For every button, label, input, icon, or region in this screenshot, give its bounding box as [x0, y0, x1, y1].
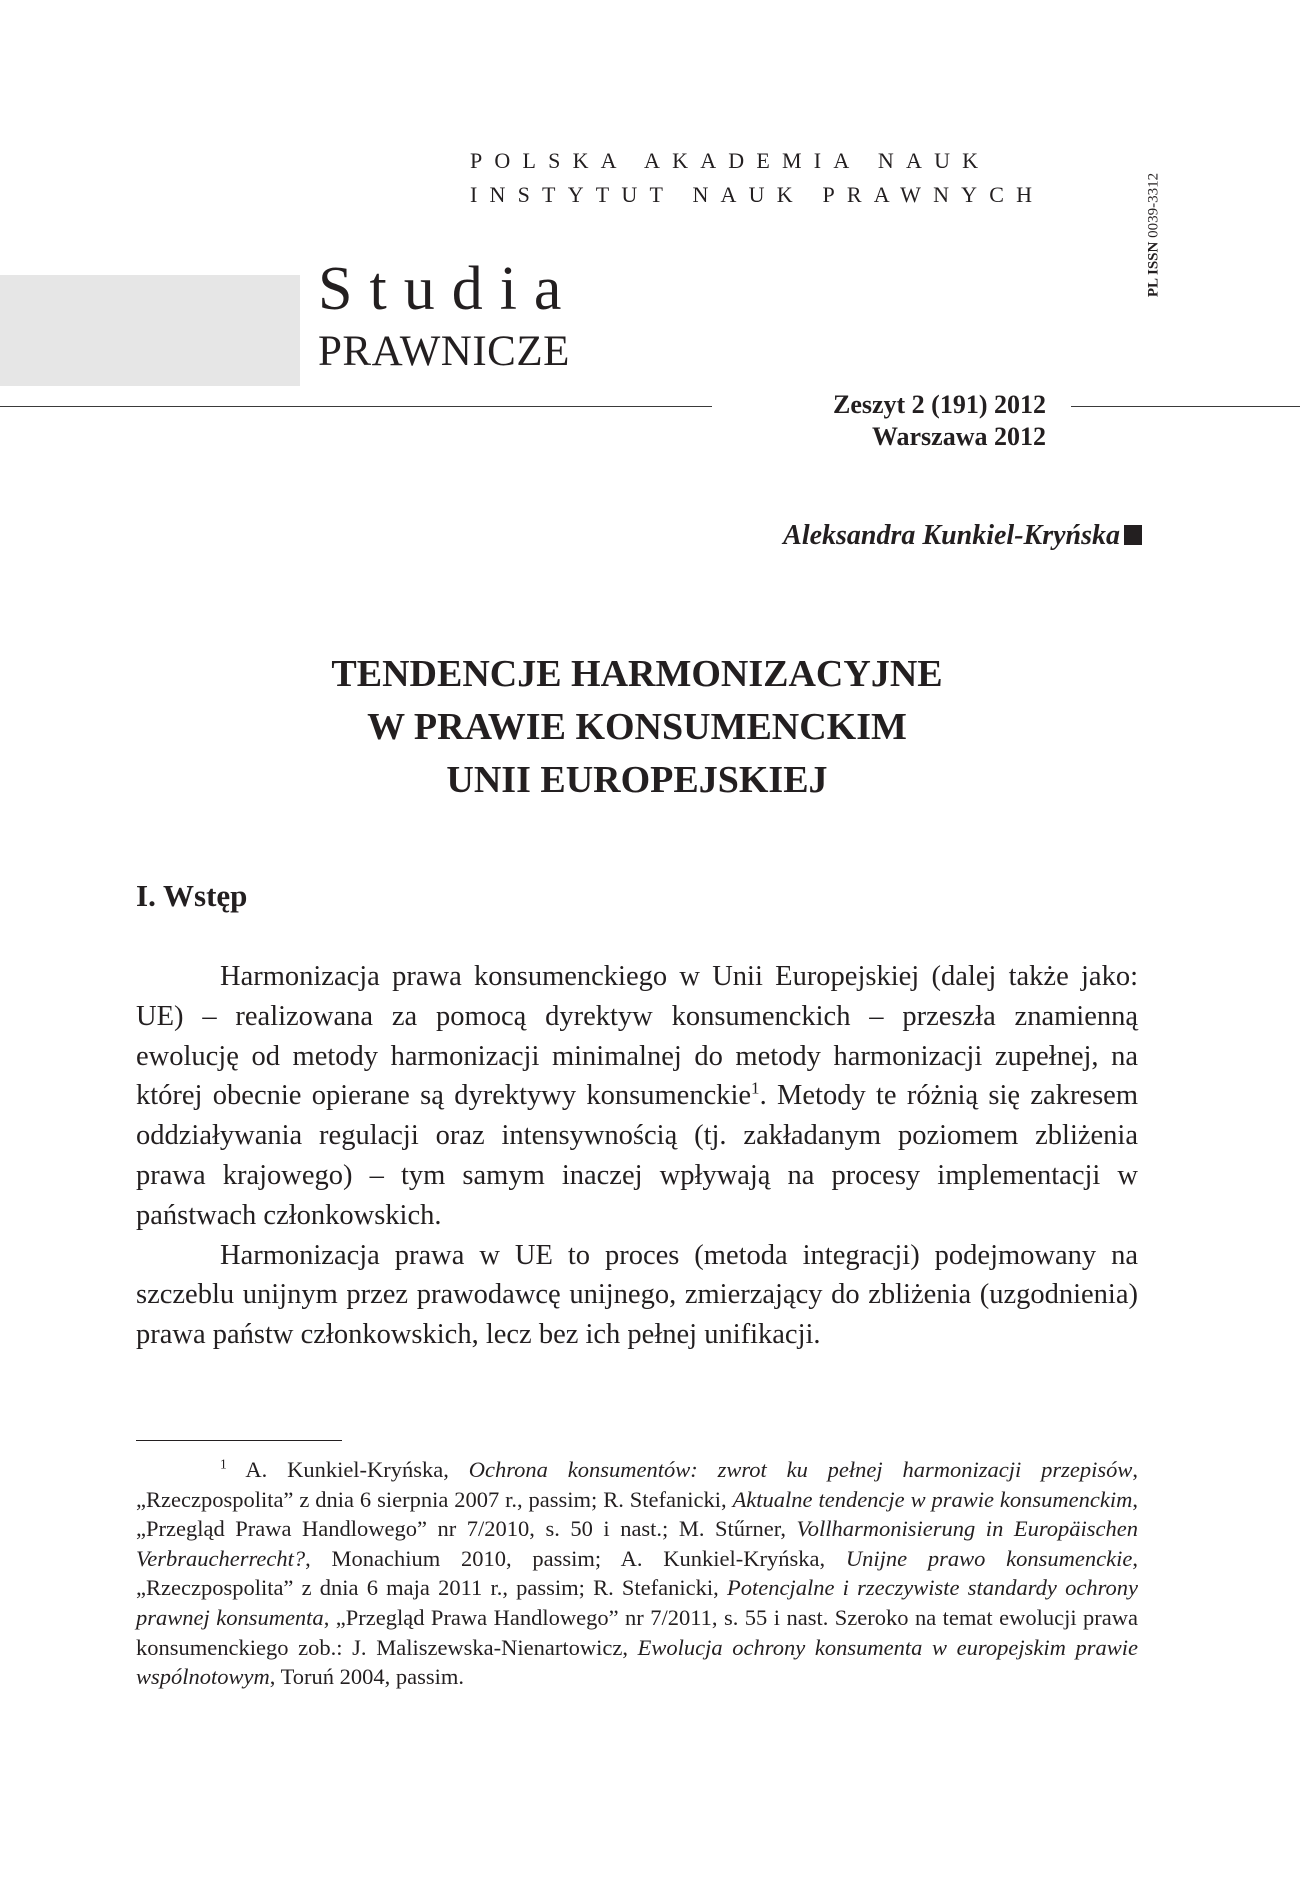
- footnote-text: [136, 1457, 1138, 1689]
- article-title: [136, 648, 1138, 807]
- citation-text: , Monachium 2010, passim; A. Kunkiel-Kryńska,: [305, 1545, 846, 1571]
- author-name: Aleksandra Kunkiel-Kryńska: [783, 522, 1142, 550]
- citation-text: , „Rzeczpospolita” z dnia 6 sierpnia 2007 r., passim; R. Stefanicki,: [136, 1457, 1138, 1512]
- cited-title: Vollharmonisierung in Europäischen Verbraucherrecht?: [136, 1516, 1138, 1571]
- article-body: [136, 957, 1138, 1355]
- institute-name: INSTYTUT NAUK PRAWNYCH: [470, 182, 1045, 207]
- footnote-divider: [136, 1440, 342, 1441]
- footnote: [136, 1455, 1138, 1692]
- cited-title: Potencjalne i rzeczywiste standardy ochrony prawnej konsumenta: [136, 1575, 1138, 1630]
- title-line: W PRAWIE KONSUMENCKIM: [367, 706, 907, 748]
- square-bullet-icon: [1124, 525, 1142, 545]
- footnote-number: 1: [220, 1456, 227, 1472]
- cited-title: Ochrona konsumentów: zwrot ku pełnej harmonizacji przepisów: [468, 1457, 1133, 1482]
- paragraph: Harmonizacja prawa konsumenckiego w Unii Europejskiej (dalej także jako: UE) – realizowana za pomocą dyrektyw konsumenckich – przeszła znamienną ewolucję od metody harmonizacji minimalnej do metody harmonizacji zupełnej, na której obecnie opierane są dyrektywy konsumenckie$^1$. Metody te różnią się zakresem oddziaływania regulacji oraz intensywnością (tj. zakładanym poziomem zbliżenia prawa krajowego) – tym samym inaczej wpływają na procesy implementacji w państwach członkowskich.: [136, 961, 1138, 1231]
- section-heading: I. Wstęp: [136, 878, 248, 913]
- place-year: Warszawa 2012: [871, 422, 1046, 451]
- header-divider-right: [1071, 406, 1300, 407]
- issn-number: 0039-3312: [1145, 172, 1162, 238]
- header-divider-left: [0, 406, 712, 407]
- footnotes: [136, 1455, 1138, 1692]
- issn-prefix: PL ISSN: [1145, 241, 1162, 298]
- citation-text: A. Kunkiel-Kryńska,: [226, 1457, 469, 1482]
- journal-logo-block: [0, 275, 300, 386]
- title-line: TENDENCJE HARMONIZACYJNE: [331, 653, 943, 695]
- cited-title: Ewolucja ochrony konsumenta w europejskim prawie wspólnotowym: [136, 1634, 1138, 1690]
- institution-name: POLSKA AKADEMIA NAUK: [470, 148, 991, 173]
- journal-title-prawnicze: PRAWNICZE: [318, 328, 570, 375]
- citation-text: , Toruń 2004, passim.: [269, 1664, 465, 1690]
- citation-text: , „Przegląd Prawa Handlowego” nr 7/2011, s. 55 i nast. Szeroko na temat ewolucji prawa konsumenckiego zob.: J. Maliszewska-Nienartowicz,: [136, 1604, 1138, 1660]
- footnote-reference[interactable]: 1: [751, 1078, 760, 1098]
- citation-text: , „Rzeczpospolita” z dnia 6 maja 2011 r., passim; R. Stefanicki,: [136, 1545, 1138, 1601]
- paragraph: Harmonizacja prawa w UE to proces (metoda integracji) podejmowany na szczeblu unijnym przez prawodawcę unijnego, zmierzający do zbliżenia (uzgodnienia) prawa państw członkowskich, lecz bez ich pełnej unifikacji.: [136, 1239, 1138, 1351]
- issn-label: [1140, 160, 1168, 310]
- cited-title: Unijne prawo konsumenckie: [845, 1545, 1133, 1571]
- citation-text: , „Przegląd Prawa Handlowego” nr 7/2010, s. 50 i nast.; M. Stűrner,: [136, 1486, 1138, 1542]
- issue-number: Zeszyt 2 (191) 2012: [832, 390, 1046, 419]
- cited-title: Aktualne tendencje w prawie konsumenckim: [732, 1486, 1133, 1512]
- journal-title-studia: Studia: [318, 255, 579, 323]
- title-line: UNII EUROPEJSKIEJ: [446, 759, 828, 801]
